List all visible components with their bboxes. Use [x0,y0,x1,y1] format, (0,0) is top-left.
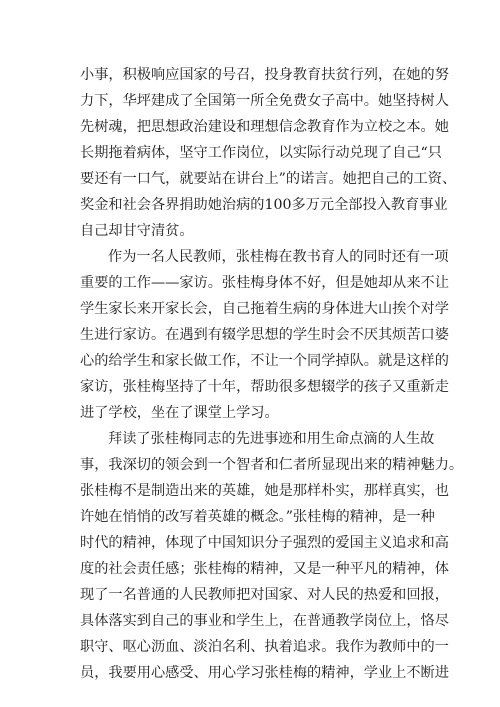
text-line: 长期拖着病体，坚守工作岗位，以实际行动兑现了自己“只 [80,145,442,161]
text-line: 作为一名人民教师，张桂梅在教书育人的同时还有一项 [108,249,449,265]
text-line: 现了一名普通的人民教师把对国家、对人民的热爱和回报， [80,587,449,603]
text-line: 许她在悄悄的改写着英雄的概念。”张桂梅的精神，是一种 [80,509,435,525]
text-line: 时代的精神，体现了中国知识分子强烈的爱国主义追求和高 [80,535,449,551]
text-line: 自己却甘守清贫。 [80,223,194,239]
text-line: 要还有一口气，就要站在讲台上”的诺言。她把自己的工资、 [80,171,457,187]
text-line: 张桂梅不是制造出来的英雄，她是那样朴实，那样真实，也 [80,483,449,499]
text-line: 重要的工作——家访。张桂梅身体不好，但是她却从来不让 [80,275,449,291]
text-line: 先树魂，把思想政治建设和理想信念教育作为立校之本。她 [80,119,449,135]
text-line: 事，我深切的领会到一个智者和仁者所显现出来的精神魅力。 [80,457,464,473]
document-body [80,62,464,686]
text-line: 员，我要用心感受、用心学习张桂梅的精神，学业上不断进 [80,665,449,681]
text-line: 拜读了张桂梅同志的先进事迹和用生命点滴的人生故 [108,431,435,447]
text-line: 奖金和社会各界捐助她治病的100多万元全部投入教育事业 [80,197,448,213]
text-line: 度的社会责任感；张桂梅的精神，又是一种平凡的精神，体 [80,561,449,577]
text-line: 家访，张桂梅坚持了十年，帮助很多想辍学的孩子又重新走 [80,379,449,395]
text-line: 力下，华坪建成了全国第一所全免费女子高中。她坚持树人 [80,93,449,109]
text-line: 职守、呕心沥血、淡泊名利、执着追求。我作为教师中的一 [80,639,449,655]
text-line: 具体落实到自己的事业和学生上，在普通教学岗位上，恪尽 [80,613,449,629]
text-line: 生进行家访。在遇到有辍学思想的学生时会不厌其烦苦口婆 [80,327,449,343]
text-line: 学生家长来开家长会，自己拖着生病的身体进大山挨个对学 [80,301,449,317]
text-line: 小事，积极响应国家的号召，投身教育扶贫行列，在她的努 [80,67,449,83]
text-line: 心的给学生和家长做工作，不让一个同学掉队。就是这样的 [80,353,449,369]
text-line: 进了学校，坐在了课堂上学习。 [80,405,279,421]
